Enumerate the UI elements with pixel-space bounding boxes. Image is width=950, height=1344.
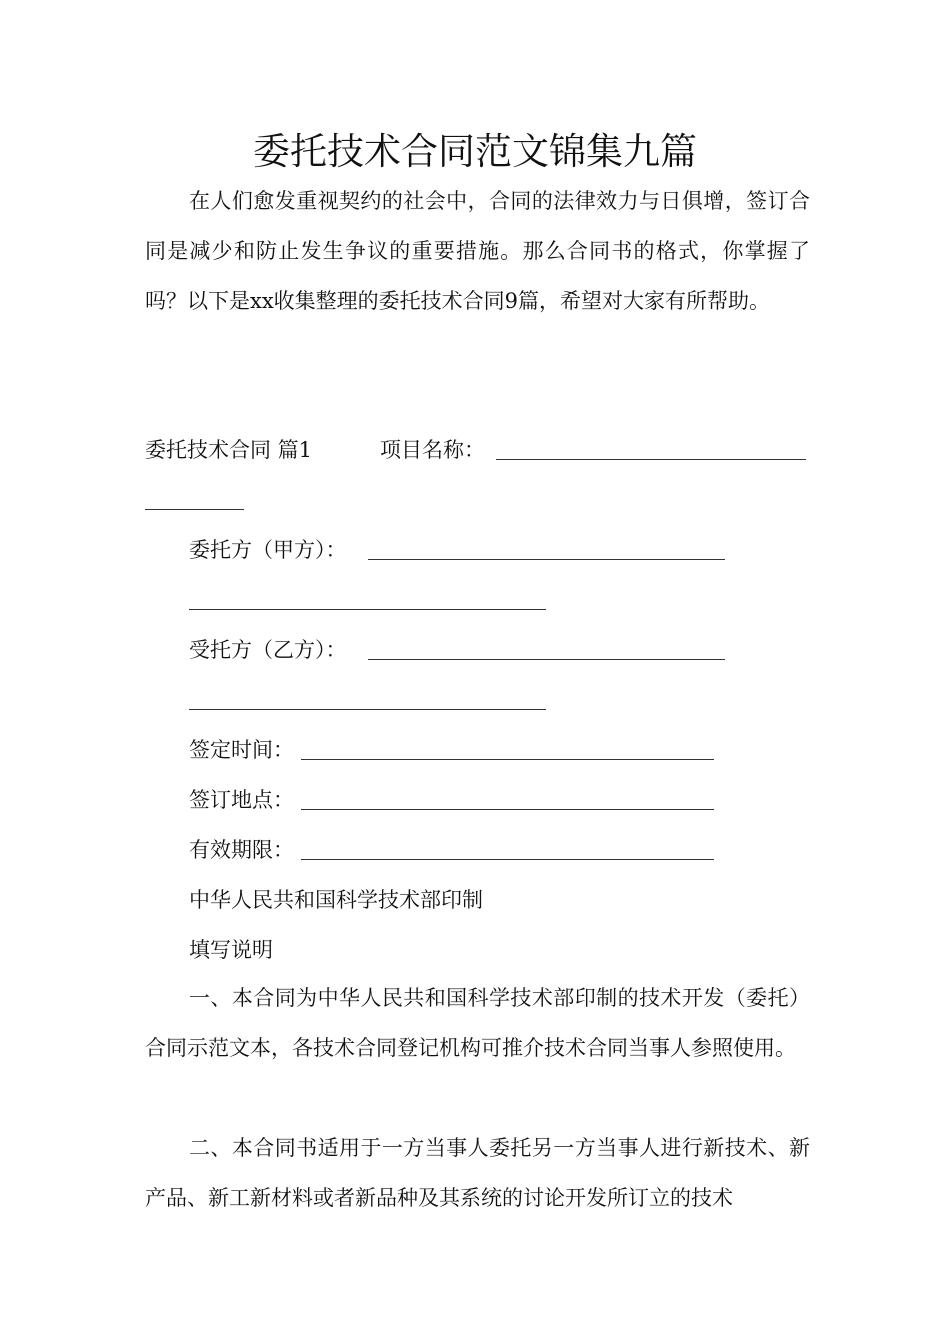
client-party-blank <box>368 559 725 560</box>
validity-blank <box>301 859 714 860</box>
project-name-blank <box>496 459 806 460</box>
section-heading: 委托技术合同 篇1 <box>145 438 313 462</box>
instructions-heading: 填写说明 <box>189 938 273 962</box>
sign-place-blank <box>301 809 714 810</box>
instruction-2: 二、本合同书适用于一方当事人委托另一方当事人进行新技术、新产品、新工新材料或者新品种及其系统的讨论开发所订立的技术 <box>145 1136 810 1210</box>
project-name-label: 项目名称： <box>380 438 485 462</box>
trustee-party-label: 受托方（乙方）： <box>189 638 347 662</box>
trustee-party-blank <box>368 659 725 660</box>
client-party-label: 委托方（甲方）： <box>189 538 347 562</box>
intro-paragraph: 在人们愈发重视契约的社会中，合同的法律效力与日俱增，签订合同是减少和防止发生争议的重要措施。那么合同书的格式，你掌握了吗？以下是xx收集整理的委托技术合同9篇，希望对大家有所帮助。 <box>145 189 810 313</box>
document-title: 委托技术合同范文锦集九篇 <box>253 130 697 173</box>
sign-time-label: 签定时间： <box>189 738 294 762</box>
client-party-blank-continued <box>189 609 546 610</box>
project-name-blank-continued <box>145 509 244 510</box>
validity-label: 有效期限： <box>189 838 294 862</box>
sign-time-blank <box>301 759 714 760</box>
sign-place-label: 签订地点： <box>189 788 294 812</box>
printer-line: 中华人民共和国科学技术部印制 <box>189 888 483 912</box>
trustee-party-blank-continued <box>189 709 546 710</box>
instruction-1: 一、本合同为中华人民共和国科学技术部印制的技术开发（委托）合同示范文本，各技术合同登记机构可推介技术合同当事人参照使用。 <box>145 986 810 1060</box>
